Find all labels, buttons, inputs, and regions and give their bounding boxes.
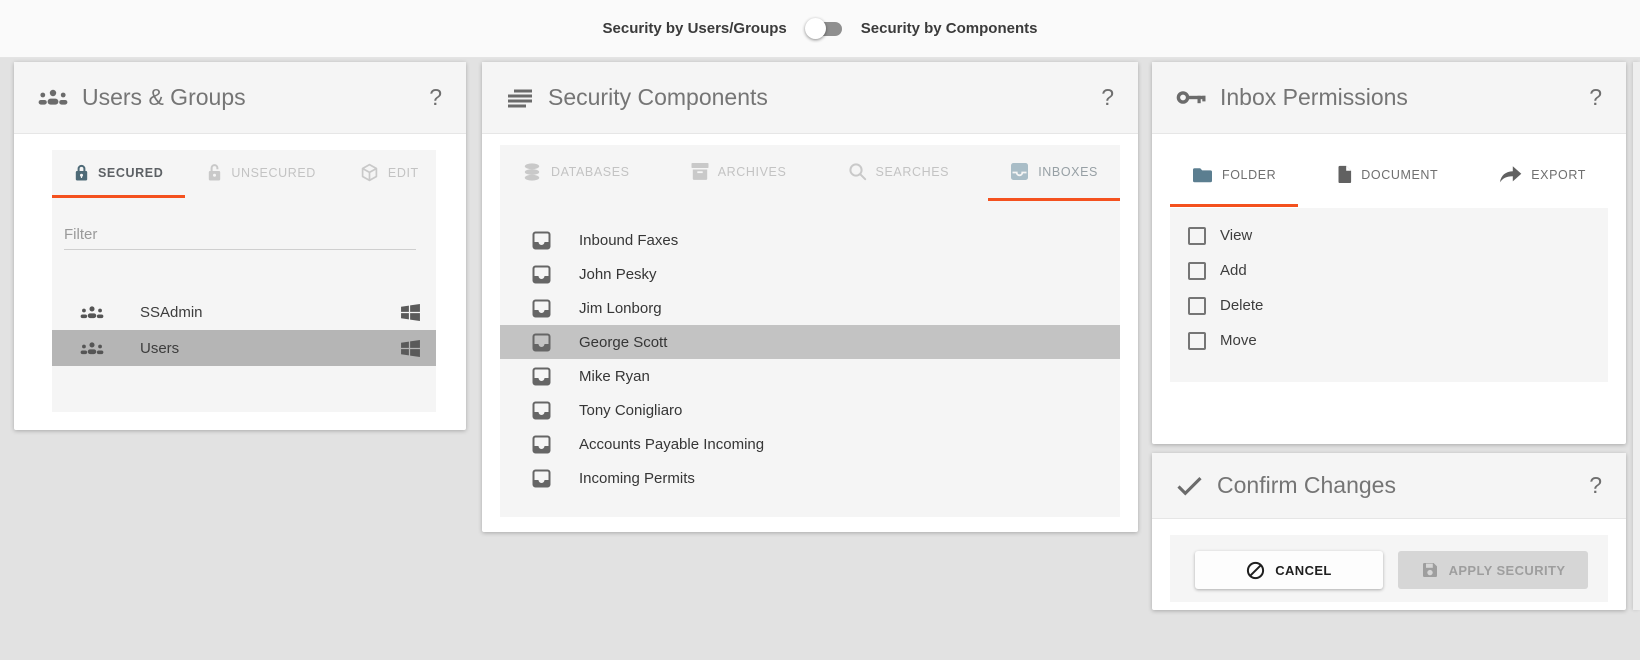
tab-label: EXPORT — [1531, 167, 1586, 182]
permission-move[interactable] — [1170, 323, 1608, 358]
permissions-list — [1170, 208, 1608, 382]
tab-document[interactable] — [1315, 145, 1460, 207]
tab-edit[interactable] — [338, 150, 441, 198]
tab-inboxes[interactable] — [988, 145, 1120, 201]
save-icon — [1421, 561, 1439, 579]
tab-label: ARCHIVES — [717, 164, 787, 179]
security-components-header — [482, 62, 1138, 134]
list-item[interactable] — [500, 291, 1120, 325]
inbox-icon — [532, 333, 551, 352]
tab-databases[interactable] — [500, 145, 652, 201]
switch-thumb[interactable] — [805, 18, 826, 39]
apply-security-label: APPLY SECURITY — [1448, 562, 1566, 578]
cube-icon — [360, 163, 379, 182]
list-item-ssadmin[interactable] — [52, 294, 436, 330]
permission-view[interactable] — [1170, 218, 1608, 253]
users-groups-header — [14, 62, 466, 134]
cancel-button[interactable] — [1195, 551, 1383, 589]
key-icon — [1176, 89, 1206, 106]
group-icon — [80, 305, 104, 320]
confirm-buttons — [1170, 535, 1608, 589]
list-item[interactable] — [500, 427, 1120, 461]
tab-label: DATABASES — [551, 164, 630, 179]
list-item-label: Tony Conigliaro — [579, 401, 683, 419]
archive-icon — [691, 162, 709, 181]
inbox-icon — [532, 435, 551, 454]
security-mode-bar — [0, 0, 1640, 58]
tab-searches[interactable] — [826, 145, 972, 201]
list-item-label: Incoming Permits — [579, 469, 695, 487]
tab-label: UNSECURED — [231, 165, 316, 180]
list-item-label: Users — [140, 339, 180, 357]
move-checkbox[interactable] — [1188, 332, 1206, 350]
help-icon[interactable]: ? — [429, 84, 442, 110]
group-icon — [80, 341, 104, 356]
list-item[interactable] — [500, 393, 1120, 427]
users-groups-content — [52, 150, 436, 412]
cancel-label: CANCEL — [1275, 562, 1332, 578]
groups-icon — [38, 88, 68, 107]
panel-title: Confirm Changes — [1217, 472, 1396, 498]
filter-field — [64, 220, 416, 250]
inbox-icon — [532, 469, 551, 488]
list-item[interactable] — [500, 223, 1120, 257]
permission-add[interactable] — [1170, 253, 1608, 288]
tab-label: SEARCHES — [875, 164, 950, 179]
lock-closed-icon — [74, 163, 89, 182]
view-checkbox[interactable] — [1188, 227, 1206, 245]
inbox-permissions-tabs — [1170, 145, 1608, 207]
permission-label: Move — [1220, 332, 1257, 349]
tab-label: EDIT — [387, 165, 419, 180]
permission-label: Add — [1220, 262, 1247, 279]
apply-security-button[interactable] — [1398, 551, 1588, 589]
list-item-label: John Pesky — [579, 265, 657, 283]
inbox-permissions-header — [1152, 62, 1626, 134]
export-arrow-icon — [1499, 165, 1522, 184]
tab-label: FOLDER — [1222, 167, 1277, 182]
tab-label: INBOXES — [1038, 164, 1098, 179]
confirm-changes-panel — [1152, 453, 1626, 610]
delete-checkbox[interactable] — [1188, 297, 1206, 315]
block-icon — [1246, 561, 1265, 580]
users-groups-list — [52, 294, 436, 366]
permission-label: View — [1220, 227, 1253, 244]
search-icon — [848, 162, 867, 181]
list-item-selected[interactable] — [500, 325, 1120, 359]
list-item-label: Inbound Faxes — [579, 231, 679, 249]
tab-export[interactable] — [1477, 145, 1608, 207]
inbox-icon — [532, 367, 551, 386]
tab-secured[interactable] — [52, 150, 185, 198]
tab-folder[interactable] — [1170, 145, 1298, 207]
confirm-changes-header — [1152, 453, 1626, 519]
inbox-icon — [532, 231, 551, 250]
list-item[interactable] — [500, 257, 1120, 291]
toggle-label-users-groups: Security by Users/Groups — [602, 20, 787, 37]
inbox-list — [500, 223, 1120, 495]
windows-icon — [401, 340, 420, 357]
help-icon[interactable]: ? — [1589, 472, 1602, 498]
security-components-content — [500, 145, 1120, 517]
security-mode-switch[interactable] — [805, 18, 843, 40]
security-components-panel — [482, 62, 1138, 532]
help-icon[interactable]: ? — [1589, 84, 1602, 110]
inbox-icon — [1010, 162, 1029, 181]
folder-icon — [1192, 166, 1213, 183]
inbox-permissions-panel — [1152, 62, 1626, 444]
tab-label: DOCUMENT — [1361, 167, 1439, 182]
list-item-label: George Scott — [579, 333, 668, 351]
document-icon — [1337, 165, 1352, 184]
list-item-users[interactable] — [52, 330, 436, 366]
partial-panel-edge — [1633, 62, 1640, 610]
windows-icon — [401, 304, 420, 321]
users-groups-tabs — [52, 150, 436, 198]
lock-open-icon — [207, 163, 222, 182]
list-lines-icon — [506, 88, 534, 108]
permission-delete[interactable] — [1170, 288, 1608, 323]
tab-label: SECURED — [98, 165, 164, 180]
confirm-actions-area — [1170, 535, 1608, 602]
help-icon[interactable]: ? — [1101, 84, 1114, 110]
tab-archives[interactable] — [669, 145, 809, 201]
tab-unsecured[interactable] — [185, 150, 338, 198]
inbox-icon — [532, 265, 551, 284]
panel-title: Users & Groups — [82, 84, 246, 110]
inbox-icon — [532, 299, 551, 318]
permission-label: Delete — [1220, 297, 1264, 314]
users-groups-panel — [14, 62, 466, 430]
inbox-icon — [532, 401, 551, 420]
panel-title: Security Components — [548, 84, 768, 110]
list-item-label: Jim Lonborg — [579, 299, 662, 317]
list-item-label: Accounts Payable Incoming — [579, 435, 765, 453]
check-icon — [1176, 475, 1203, 496]
filter-input[interactable] — [64, 220, 416, 250]
list-item[interactable] — [500, 359, 1120, 393]
panel-title: Inbox Permissions — [1220, 84, 1408, 110]
toggle-label-components: Security by Components — [860, 20, 1038, 37]
list-item-label: SSAdmin — [140, 303, 203, 321]
security-components-tabs — [500, 145, 1120, 201]
database-icon — [522, 162, 542, 182]
list-item[interactable] — [500, 461, 1120, 495]
list-item-label: Mike Ryan — [579, 367, 650, 385]
add-checkbox[interactable] — [1188, 262, 1206, 280]
